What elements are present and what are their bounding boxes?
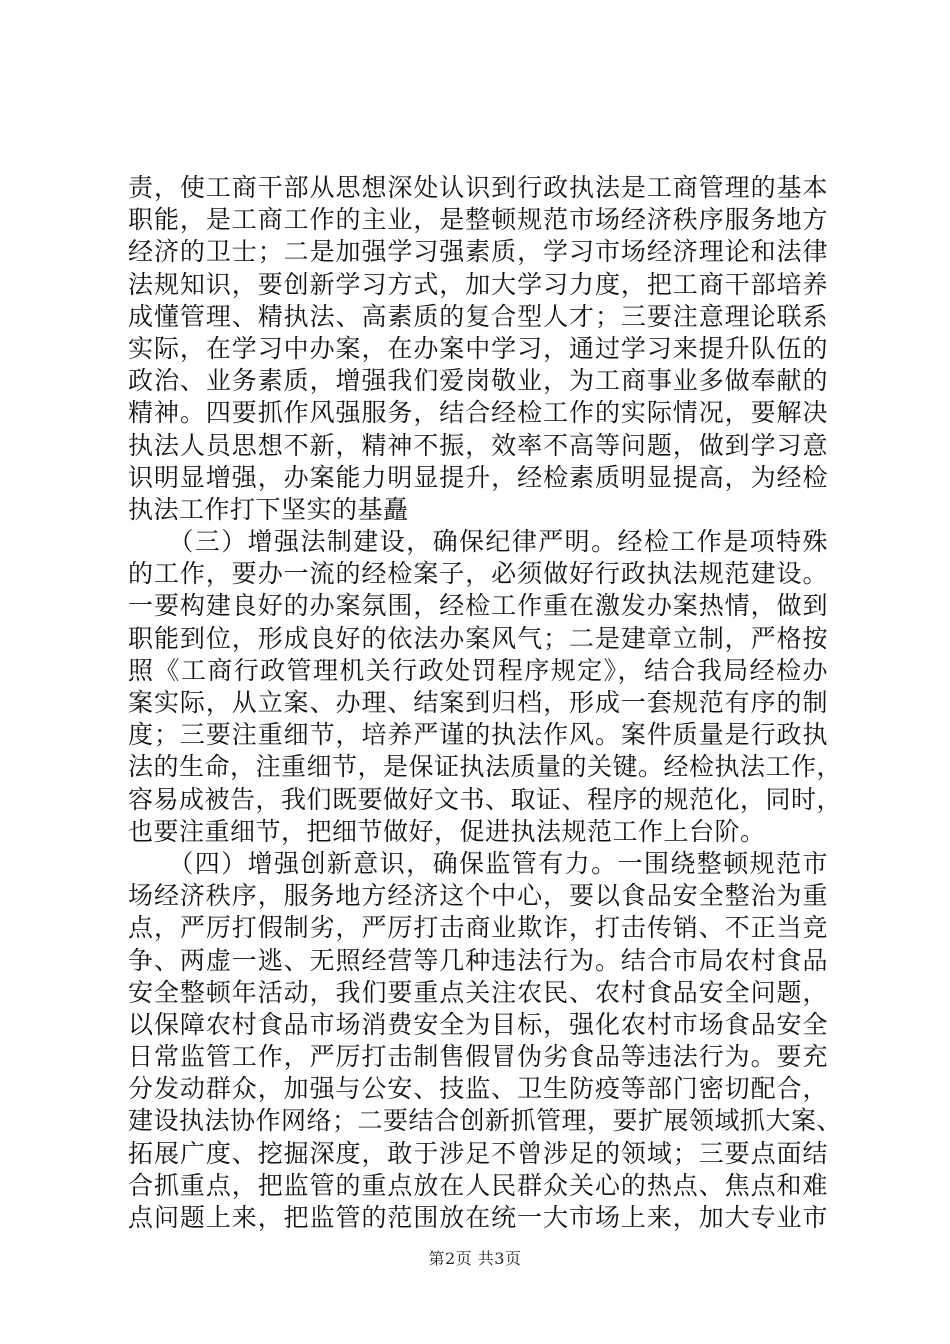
text-line: 一要构建良好的办案氛围，经检工作重在激发办案热情，做到	[128, 591, 828, 621]
text-line: 法的生命，注重细节，是保证执法质量的关键。经检执法工作，	[128, 752, 843, 782]
text-line: 争、两虚一逃、无照经营等几种违法行为。结合市局农村食品	[128, 945, 828, 975]
text-line: 职能，是工商工作的主业，是整顿规范市场经济秩序服务地方	[128, 205, 828, 235]
text-line: 责，使工商干部从思想深处认识到行政执法是工商管理的基本	[128, 173, 828, 202]
text-line: 安全整顿年活动，我们要重点关注农民、农村食品安全问题，	[128, 977, 828, 1007]
text-line: 执法人员思想不新，精神不振，效率不高等问题，做到学习意	[128, 430, 828, 460]
text-line: （三）增强法制建设，确保纪律严明。经检工作是项特殊	[128, 527, 828, 557]
page-footer: 第2页 共3页	[428, 1249, 522, 1268]
text-line: 的工作，要办一流的经检案子，必须做好行政执法规范建设。	[128, 559, 828, 589]
text-line: 以保障农村食品市场消费安全为目标，强化农村市场食品安全	[128, 1009, 828, 1039]
text-line: 经济的卫士；二是加强学习强素质，学习市场经济理论和法律	[128, 237, 828, 267]
text-line: 分发动群众，加强与公安、技监、卫生防疫等部门密切配合，	[128, 1074, 828, 1104]
text-line: 容易成被告，我们既要做好文书、取证、程序的规范化，同时，	[128, 784, 843, 814]
text-line: 实际，在学习中办案，在办案中学习，通过学习来提升队伍的	[128, 333, 828, 363]
text-line: 法规知识，要创新学习方式，加大学习力度，把工商干部培养	[128, 269, 828, 299]
text-line: 合抓重点，把监管的重点放在人民群众关心的热点、焦点和难	[128, 1170, 828, 1200]
text-line: 职能到位，形成良好的依法办案风气；二是建章立制，严格按	[128, 623, 828, 653]
text-line: 也要注重细节，把细节做好，促进执法规范工作上台阶。	[128, 816, 766, 846]
text-line: 识明显增强，办案能力明显提升，经检素质明显提高，为经检	[128, 462, 828, 492]
text-line: 成懂管理、精执法、高素质的复合型人才；三要注意理论联系	[128, 301, 828, 331]
text-line: 政治、业务素质，增强我们爱岗敬业，为工商事业多做奉献的	[128, 366, 828, 396]
text-line: 场经济秩序，服务地方经济这个中心，要以食品安全整治为重	[128, 881, 828, 911]
body-text	[128, 172, 843, 1234]
text-line: 照《工商行政管理机关行政处罚程序规定》，结合我局经检办	[128, 655, 828, 685]
text-line: 建设执法协作网络；二要结合创新抓管理，要扩展领域抓大案、	[128, 1106, 843, 1136]
text-line: 点，严厉打假制劣，严厉打击商业欺诈，打击传销、不正当竞	[128, 913, 828, 943]
text-line: （四）增强创新意识，确保监管有力。一围绕整顿规范市	[128, 848, 828, 878]
text-line: 点问题上来，把监管的范围放在统一大市场上来，加大专业市	[128, 1203, 828, 1232]
text-line: 案实际，从立案、办理、结案到归档，形成一套规范有序的制	[128, 688, 828, 717]
text-line: 拓展广度、挖掘深度，敢于涉足不曾涉足的领域；三要点面结	[128, 1138, 828, 1168]
text-line: 执法工作打下坚实的基矗	[128, 494, 409, 524]
text-line: 度；三要注重细节，培养严谨的执法作风。案件质量是行政执	[128, 720, 828, 750]
text-line: 日常监管工作，严厉打击制售假冒伪劣食品等违法行为。要充	[128, 1042, 828, 1072]
text-line: 精神。四要抓作风强服务，结合经检工作的实际情况，要解决	[128, 398, 828, 428]
